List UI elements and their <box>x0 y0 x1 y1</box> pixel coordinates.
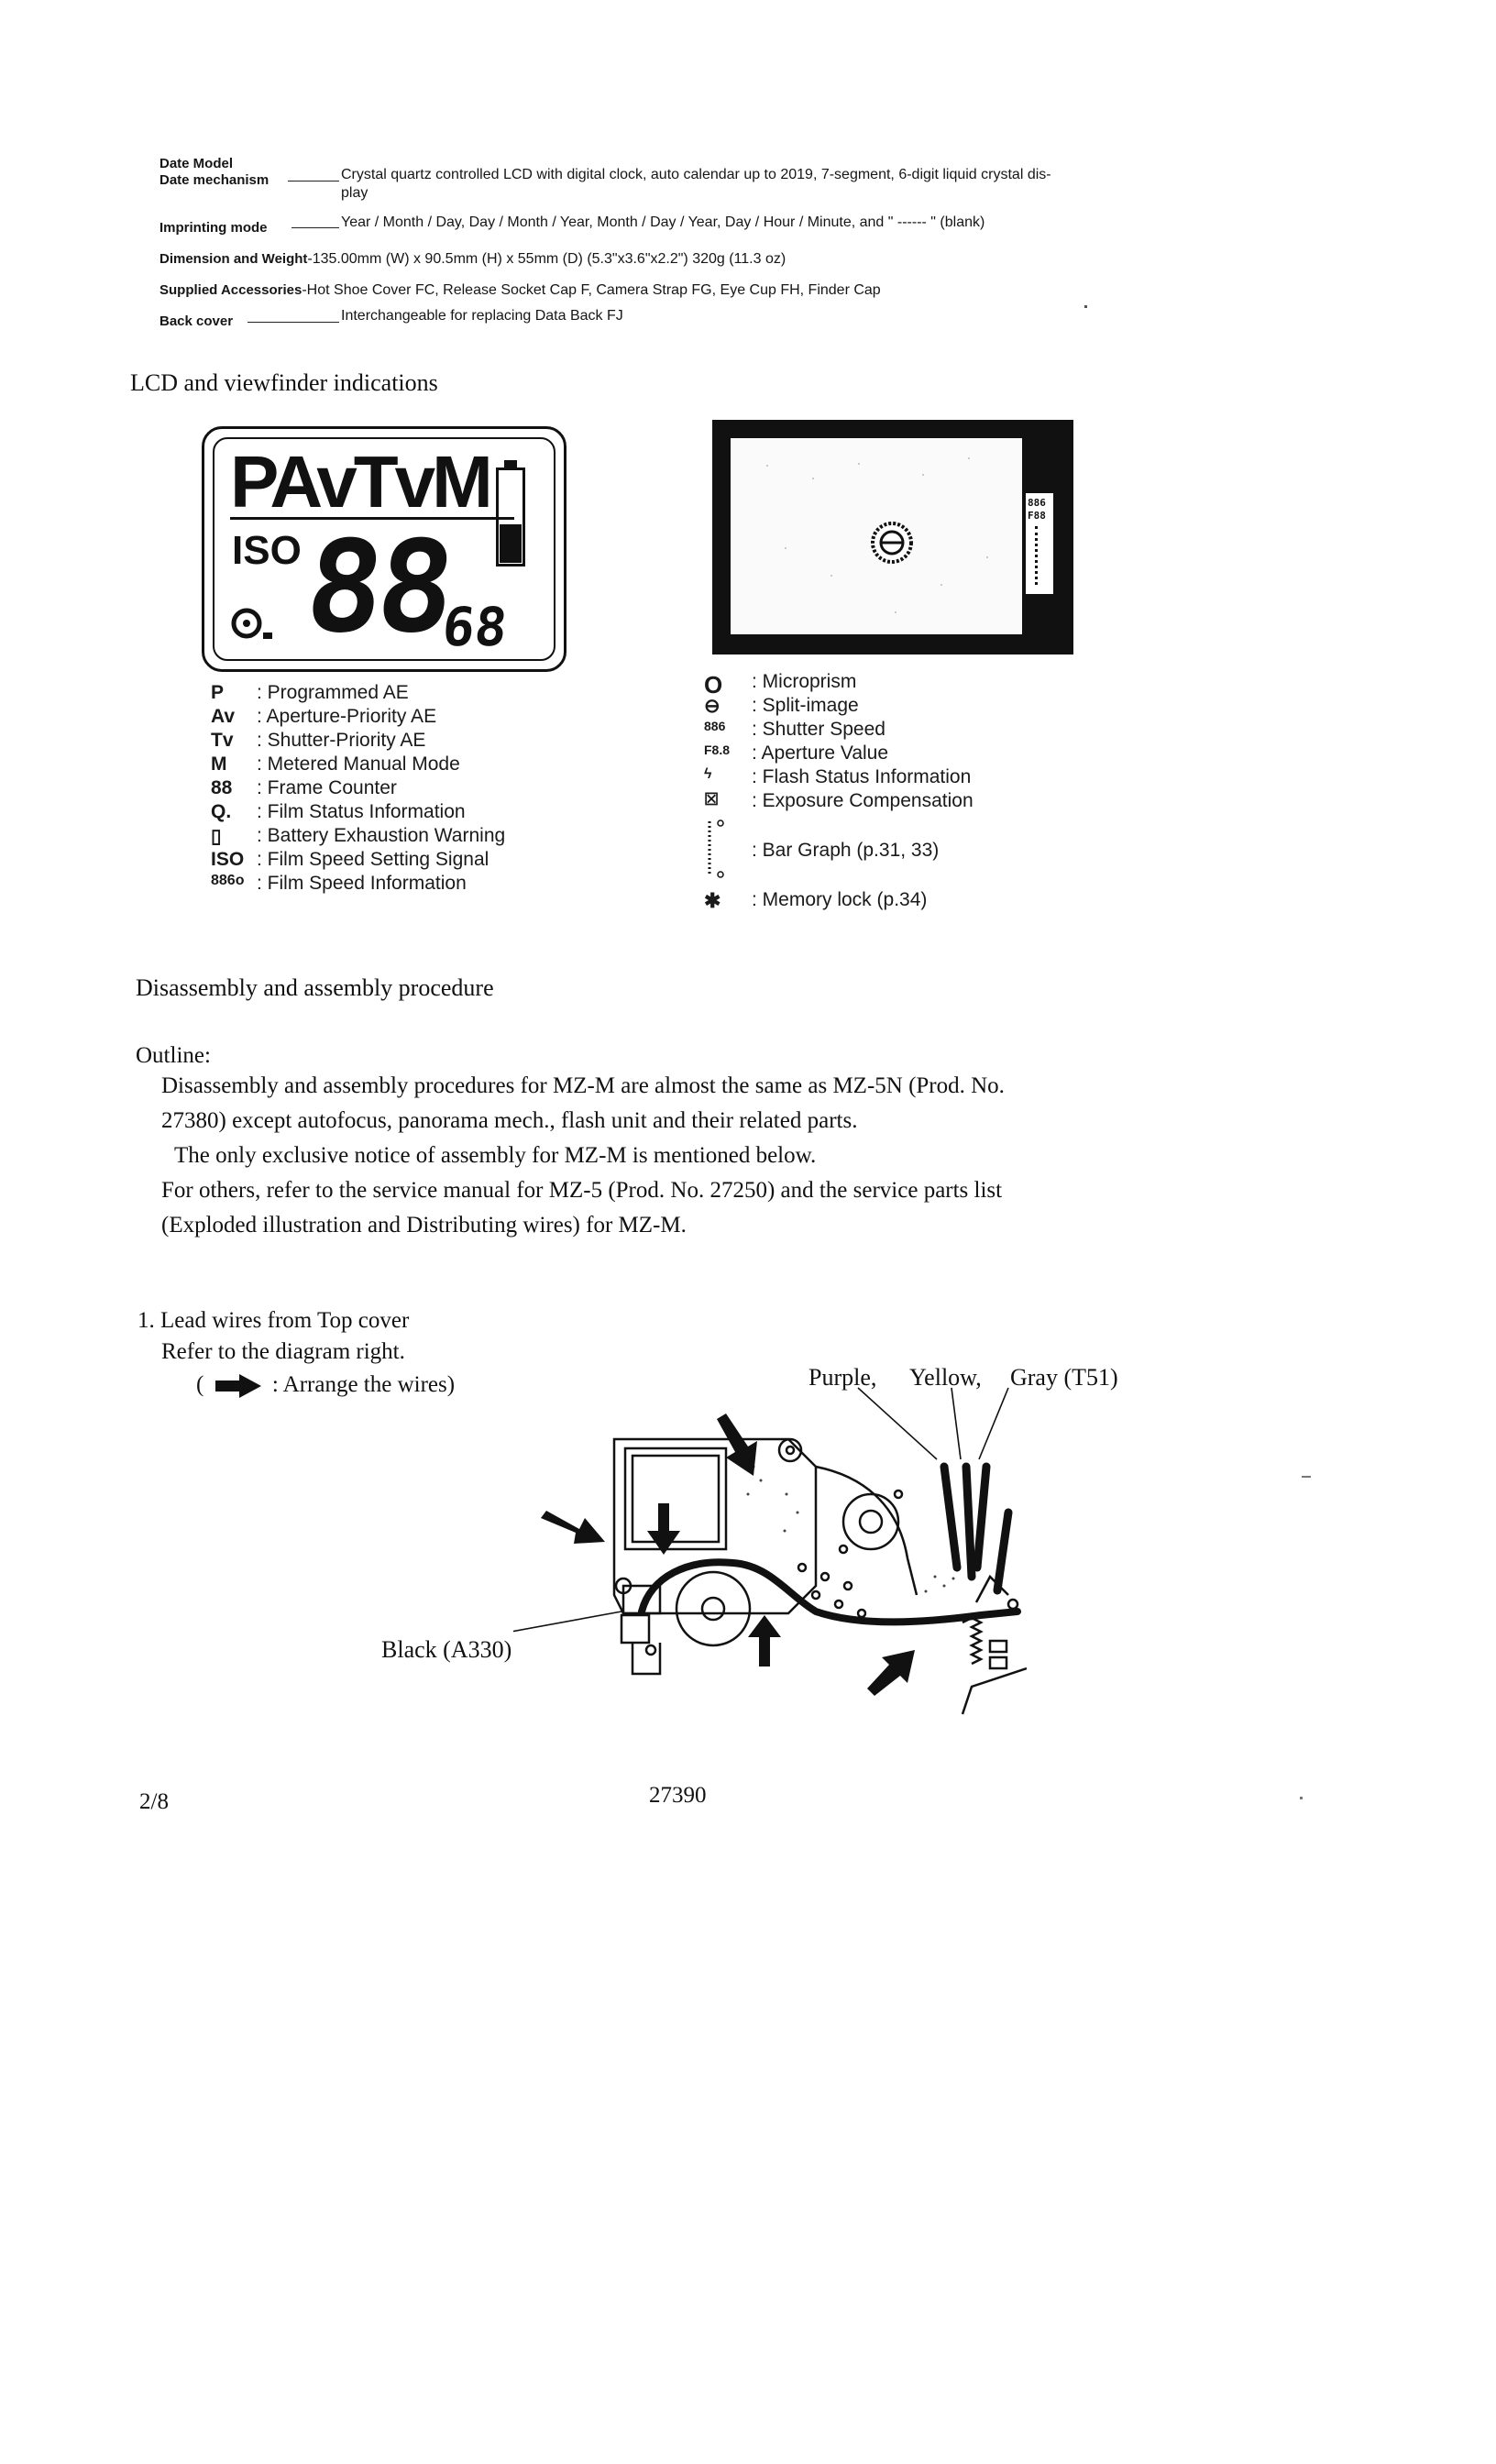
label-gray: Gray (T51) <box>1010 1364 1118 1391</box>
scan-speck <box>1300 1797 1303 1799</box>
arrow-icon <box>647 1503 680 1555</box>
outline-label: Outline: <box>136 1043 211 1068</box>
leader-line <box>288 181 339 182</box>
label-purple: Purple, <box>808 1364 877 1391</box>
lcd-film-speed-digits: 68 <box>439 596 511 658</box>
back-cover-value: Interchangeable for replacing Data Back FJ <box>341 308 623 324</box>
viewfinder-legend: O : Microprism ⊖ : Split-image 886 : Shutter Speed F8.8 : Aperture Value ϟ : Flash Status Information ☒ : Exposure Compensation : Bar Graph (p.31, 33) ✱ : Memory lock (p.34) <box>704 671 974 912</box>
lcd-heading: LCD and viewfinder indications <box>130 369 438 396</box>
step1-title: 1. Lead wires from Top cover <box>138 1308 410 1333</box>
dimension-row <box>160 251 786 268</box>
scan-speck <box>1084 305 1087 308</box>
bar-graph-icon <box>704 820 750 884</box>
vf-bar-graph <box>1035 526 1040 585</box>
date-mechanism-value-2: play <box>341 185 368 201</box>
outline-line: (Exploded illustration and Distributing wires) for MZ-M. <box>161 1213 687 1238</box>
arrow-icon <box>748 1615 781 1666</box>
lcd-panel <box>202 426 566 672</box>
label-yellow: Yellow, <box>909 1364 982 1391</box>
outline-line: The only exclusive notice of assembly for MZ-M is mentioned below. <box>174 1143 817 1168</box>
label-black: Black (A330) <box>381 1636 512 1663</box>
lcd-iso-label: ISO <box>232 528 302 573</box>
date-mechanism-label: Date mechanism <box>160 172 270 188</box>
date-model-label: Date Model <box>160 156 234 171</box>
back-cover-label: Back cover <box>160 314 234 329</box>
scan-speck <box>1302 1476 1311 1478</box>
outline-body <box>161 1069 1216 1243</box>
page-number: 2/8 <box>139 1789 169 1814</box>
vf-shutter-readout: 886 <box>1028 497 1046 509</box>
wiring-diagram <box>513 1375 1027 1723</box>
step1-line2: Refer to the diagram right. <box>161 1339 405 1364</box>
imprinting-label: Imprinting mode <box>160 220 268 236</box>
outline-line: 27380) except autofocus, panorama mech., flash unit and their related parts. <box>161 1108 858 1133</box>
accessories-label: Supplied Accessories <box>160 282 302 298</box>
dimension-value: -135.00mm (W) x 90.5mm (H) x 55mm (D) (5.3"x3.6"x2.2") 320g (11.3 oz) <box>307 251 786 267</box>
step1-arrow-note: ( : Arrange the wires) <box>196 1368 455 1402</box>
outline-line: For others, refer to the service manual for MZ-5 (Prod. No. 27250) and the service parts list <box>161 1178 1003 1203</box>
arrow-icon <box>210 1372 267 1400</box>
leader-line <box>248 322 339 323</box>
procedure-heading: Disassembly and assembly procedure <box>136 974 494 1001</box>
lcd-legend: P : Programmed AE Av : Aperture-Priority AE Tv : Shutter-Priority AE M : Metered Manual Mode 88 : Frame Counter Q. : Film Status Information ▯ : Battery Exhaustion Warning ISO : Film Speed Setting Signal 886o : Film Speed Information <box>211 682 506 894</box>
leader-line <box>292 227 339 228</box>
microprism-icon <box>870 521 914 565</box>
battery-icon <box>496 460 527 568</box>
arrow-icon <box>717 1414 757 1476</box>
document-number: 27390 <box>649 1783 707 1808</box>
accessories-row <box>160 282 881 299</box>
viewfinder-frame <box>712 420 1073 654</box>
arrow-icon <box>541 1511 605 1544</box>
film-status-icon <box>230 605 267 642</box>
lcd-mode-indicators: PAvTvM <box>230 441 490 522</box>
date-mechanism-value-1: Crystal quartz controlled LCD with digital clock, auto calendar up to 2019, 7-segment, 6-digit liquid crystal dis- <box>341 167 1051 182</box>
arrow-icon <box>867 1650 915 1696</box>
outline-line: Disassembly and assembly procedures for MZ-M are almost the same as MZ-5N (Prod. No. <box>161 1073 1005 1098</box>
lcd-frame-digits: 88 <box>299 513 456 661</box>
dimension-label: Dimension and Weight <box>160 251 308 267</box>
viewfinder-readout <box>1026 493 1053 594</box>
spec-block <box>160 156 1168 339</box>
accessories-value: -Hot Shoe Cover FC, Release Socket Cap F, Camera Strap FG, Eye Cup FH, Finder Cap <box>302 282 881 298</box>
imprinting-value: Year / Month / Day, Day / Month / Year, Month / Day / Year, Day / Hour / Minute, and " ------ " (blank) <box>341 214 985 230</box>
vf-aperture-readout: F88 <box>1028 510 1046 522</box>
